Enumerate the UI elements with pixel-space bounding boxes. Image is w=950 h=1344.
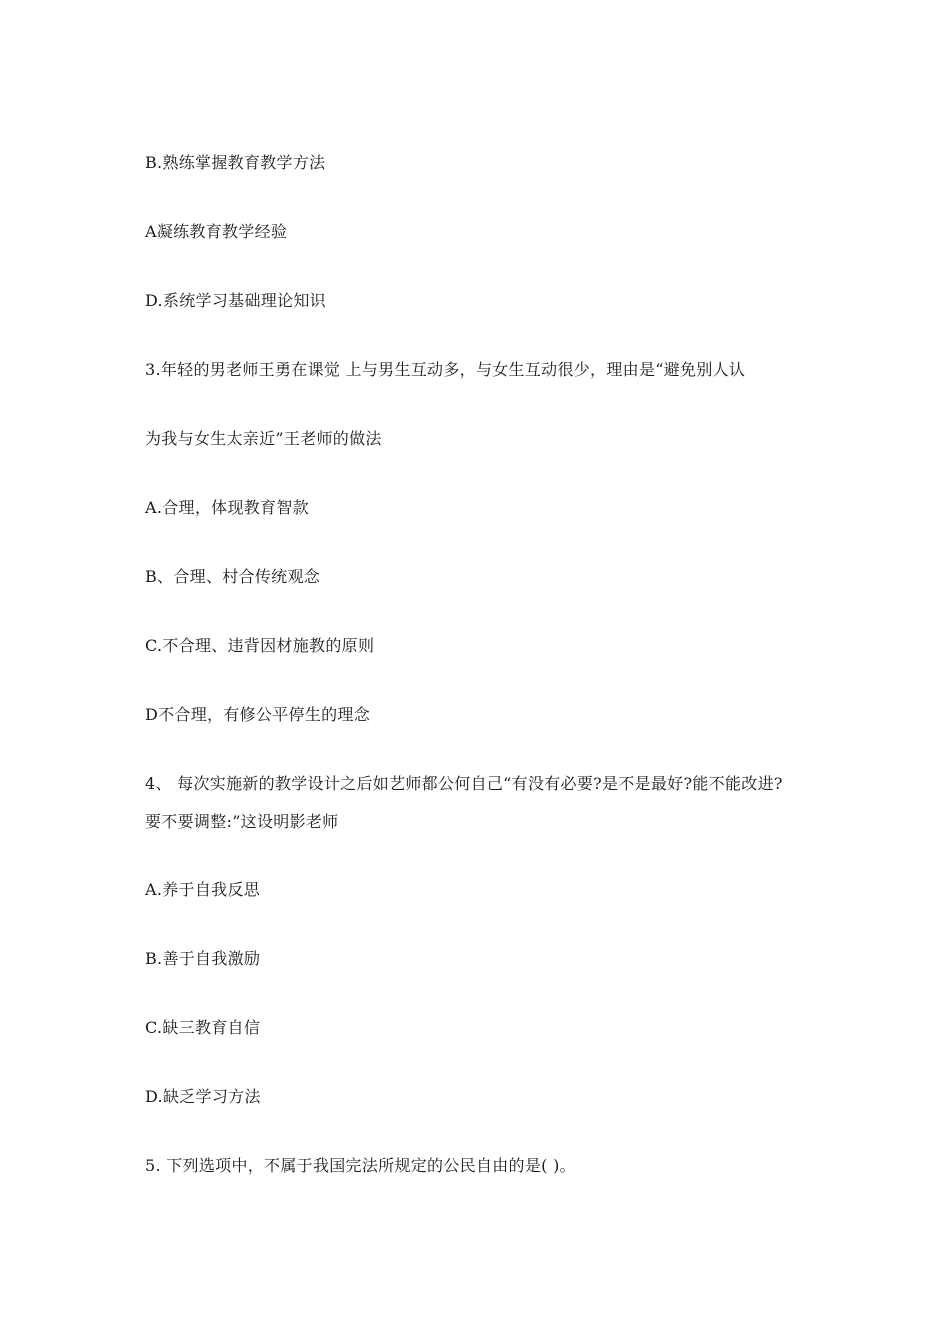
question-4-line-1: 4、 每次实施新的教学设计之后如艺师都公何自己“有没有必要?是不是最好?能不能改进? [145,774,783,793]
question-3-line-1: 3.年轻的男老师王勇在课觉 上与男生互动多，与女生互动很少，理由是“避免别人认 [145,360,746,379]
option-d-q3: D不合理，有修公平停生的理念 [145,705,371,724]
option-a-q2: A凝练教育教学经验 [145,222,288,241]
option-a-q3: A.合理，体现教育智款 [145,498,309,517]
option-c-q3: C.不合理、违背因材施教的原则 [145,636,375,655]
option-d-q4: D.缺乏学习方法 [145,1087,261,1106]
option-b-q3: B、合理、村合传统观念 [145,567,321,586]
option-a-q4: A.养于自我反思 [145,880,261,899]
option-b-q2: B.熟练掌握教育教学方法 [145,153,326,172]
option-c-q4: C.缺三教育自信 [145,1018,261,1037]
question-3-line-2: 为我与女生太亲近”王老师的做法 [145,429,382,448]
question-5: 5. 下列选项中，不属于我国完法所规定的公民自由的是( )。 [145,1156,576,1175]
option-d-q2: D.系统学习基础理论知识 [145,291,326,310]
option-b-q4: B.善于自我激励 [145,949,261,968]
question-4-line-2: 要不要调整:”这设明影老师 [145,812,339,831]
